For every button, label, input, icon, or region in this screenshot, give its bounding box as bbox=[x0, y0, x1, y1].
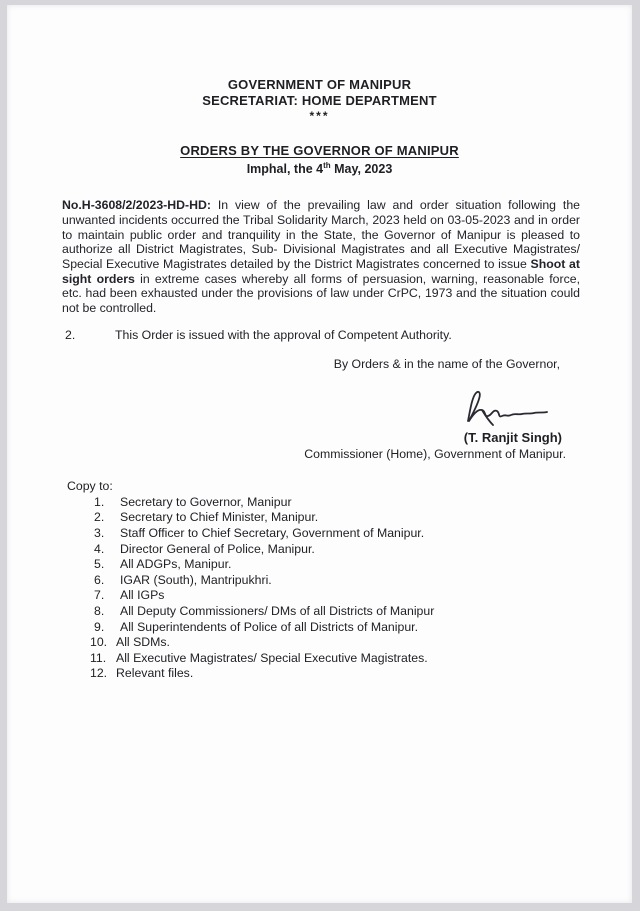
copy-to-item-number: 8. bbox=[94, 603, 105, 618]
document-header bbox=[7, 77, 632, 109]
copy-to-item bbox=[94, 573, 592, 589]
document-page bbox=[7, 5, 632, 903]
copy-to-label: Copy to: bbox=[67, 478, 113, 493]
copy-to-item-number: 5. bbox=[94, 557, 105, 572]
copy-to-item bbox=[94, 588, 592, 604]
copy-to-item-text: All Executive Magistrates/ Special Executive Magistrates. bbox=[116, 650, 428, 665]
copy-to-item-text: Staff Officer to Chief Secretary, Government of Manipur. bbox=[120, 525, 425, 540]
by-orders-line: By Orders & in the name of the Governor, bbox=[333, 356, 560, 371]
copy-to-item-number: 4. bbox=[94, 541, 105, 556]
copy-to-item bbox=[90, 666, 592, 682]
clause-2 bbox=[65, 328, 580, 342]
signatory-designation: Commissioner (Home), Government of Manipur. bbox=[304, 446, 566, 461]
copy-to-item-number: 12. bbox=[90, 666, 108, 681]
copy-to-item-number: 7. bbox=[94, 588, 105, 603]
copy-to-item-text: All SDMs. bbox=[116, 635, 170, 650]
copy-to-item-number: 11. bbox=[90, 650, 107, 665]
copy-to-item bbox=[94, 542, 592, 558]
dateline-prefix: Imphal, the 4 bbox=[246, 162, 324, 177]
copy-to-section bbox=[67, 479, 592, 682]
copy-to-item-text: Relevant files. bbox=[116, 666, 194, 681]
clause-2-text: This Order is issued with the approval of Competent Authority. bbox=[115, 327, 452, 342]
paragraph-text-2: in extreme cases whereby all forms of persuasion, warning, reasonable force, etc. had been exhausted under the provisions of law under CrPC, 1973 and the situation could not be controlled. bbox=[62, 271, 581, 316]
copy-to-item bbox=[94, 526, 592, 542]
reference-number: No.H-3608/2/2023-HD-HD: bbox=[62, 198, 211, 213]
copy-to-item-text: Director General of Police, Manipur. bbox=[120, 541, 315, 556]
copy-to-item-text: IGAR (South), Mantripukhri. bbox=[120, 572, 272, 587]
copy-to-item bbox=[94, 620, 592, 636]
dateline-superscript: th bbox=[323, 161, 331, 170]
copy-to-item-number: 3. bbox=[94, 525, 105, 540]
copy-to-item bbox=[94, 557, 592, 573]
order-title: ORDERS BY THE GOVERNOR OF MANIPUR bbox=[180, 143, 459, 158]
copy-to-item-text: Secretary to Chief Minister, Manipur. bbox=[120, 510, 319, 525]
handwritten-signature bbox=[458, 387, 554, 429]
paragraph-text-1: In view of the prevailing law and order situation following the unwanted incidents occurred the Tribal Solidarity March, 2023 held on 03-05-2023 and in order to maintain public order and tranquility in the State, the Governor of Manipur is pleased to authorize all District Magistrates, Sub- Divisional Magistrates and all Executive Magistrates/ Special Executive Magistrates detailed by the District Magistrates concerned to issue bbox=[62, 198, 580, 271]
header-stars: *** bbox=[309, 109, 330, 123]
copy-to-item-number: 2. bbox=[94, 510, 105, 525]
shoot-at-sight-phrase: Shoot at sight orders bbox=[62, 256, 580, 286]
dateline bbox=[7, 161, 632, 176]
copy-to-item-text: Secretary to Governor, Manipur bbox=[120, 494, 292, 509]
order-paragraph bbox=[62, 198, 580, 316]
copy-to-item bbox=[94, 510, 592, 526]
header-line-government: GOVERNMENT OF MANIPUR bbox=[227, 77, 412, 92]
copy-to-item-text: All ADGPs, Manipur. bbox=[120, 557, 232, 572]
copy-to-list bbox=[90, 494, 592, 682]
copy-to-item-text: All IGPs bbox=[120, 588, 165, 603]
copy-to-item-number: 9. bbox=[94, 619, 105, 634]
copy-to-item bbox=[90, 635, 592, 651]
signature-block bbox=[7, 387, 632, 434]
copy-to-item-text: All Superintendents of Police of all Districts of Manipur. bbox=[120, 619, 419, 634]
signatory-name: (T. Ranjit Singh) bbox=[463, 429, 562, 445]
copy-to-item-number: 6. bbox=[94, 572, 105, 587]
copy-to-item-number: 10. bbox=[90, 635, 108, 650]
copy-to-item bbox=[90, 650, 592, 667]
copy-to-item bbox=[94, 495, 592, 511]
clause-2-number: 2. bbox=[65, 327, 76, 342]
dateline-suffix: May, 2023 bbox=[330, 162, 393, 177]
header-line-secretariat: SECRETARIAT: HOME DEPARTMENT bbox=[202, 93, 437, 108]
copy-to-item-number: 1. bbox=[94, 494, 105, 509]
copy-to-item bbox=[94, 604, 592, 620]
copy-to-item-text: All Deputy Commissioners/ DMs of all Districts of Manipur bbox=[120, 603, 435, 618]
